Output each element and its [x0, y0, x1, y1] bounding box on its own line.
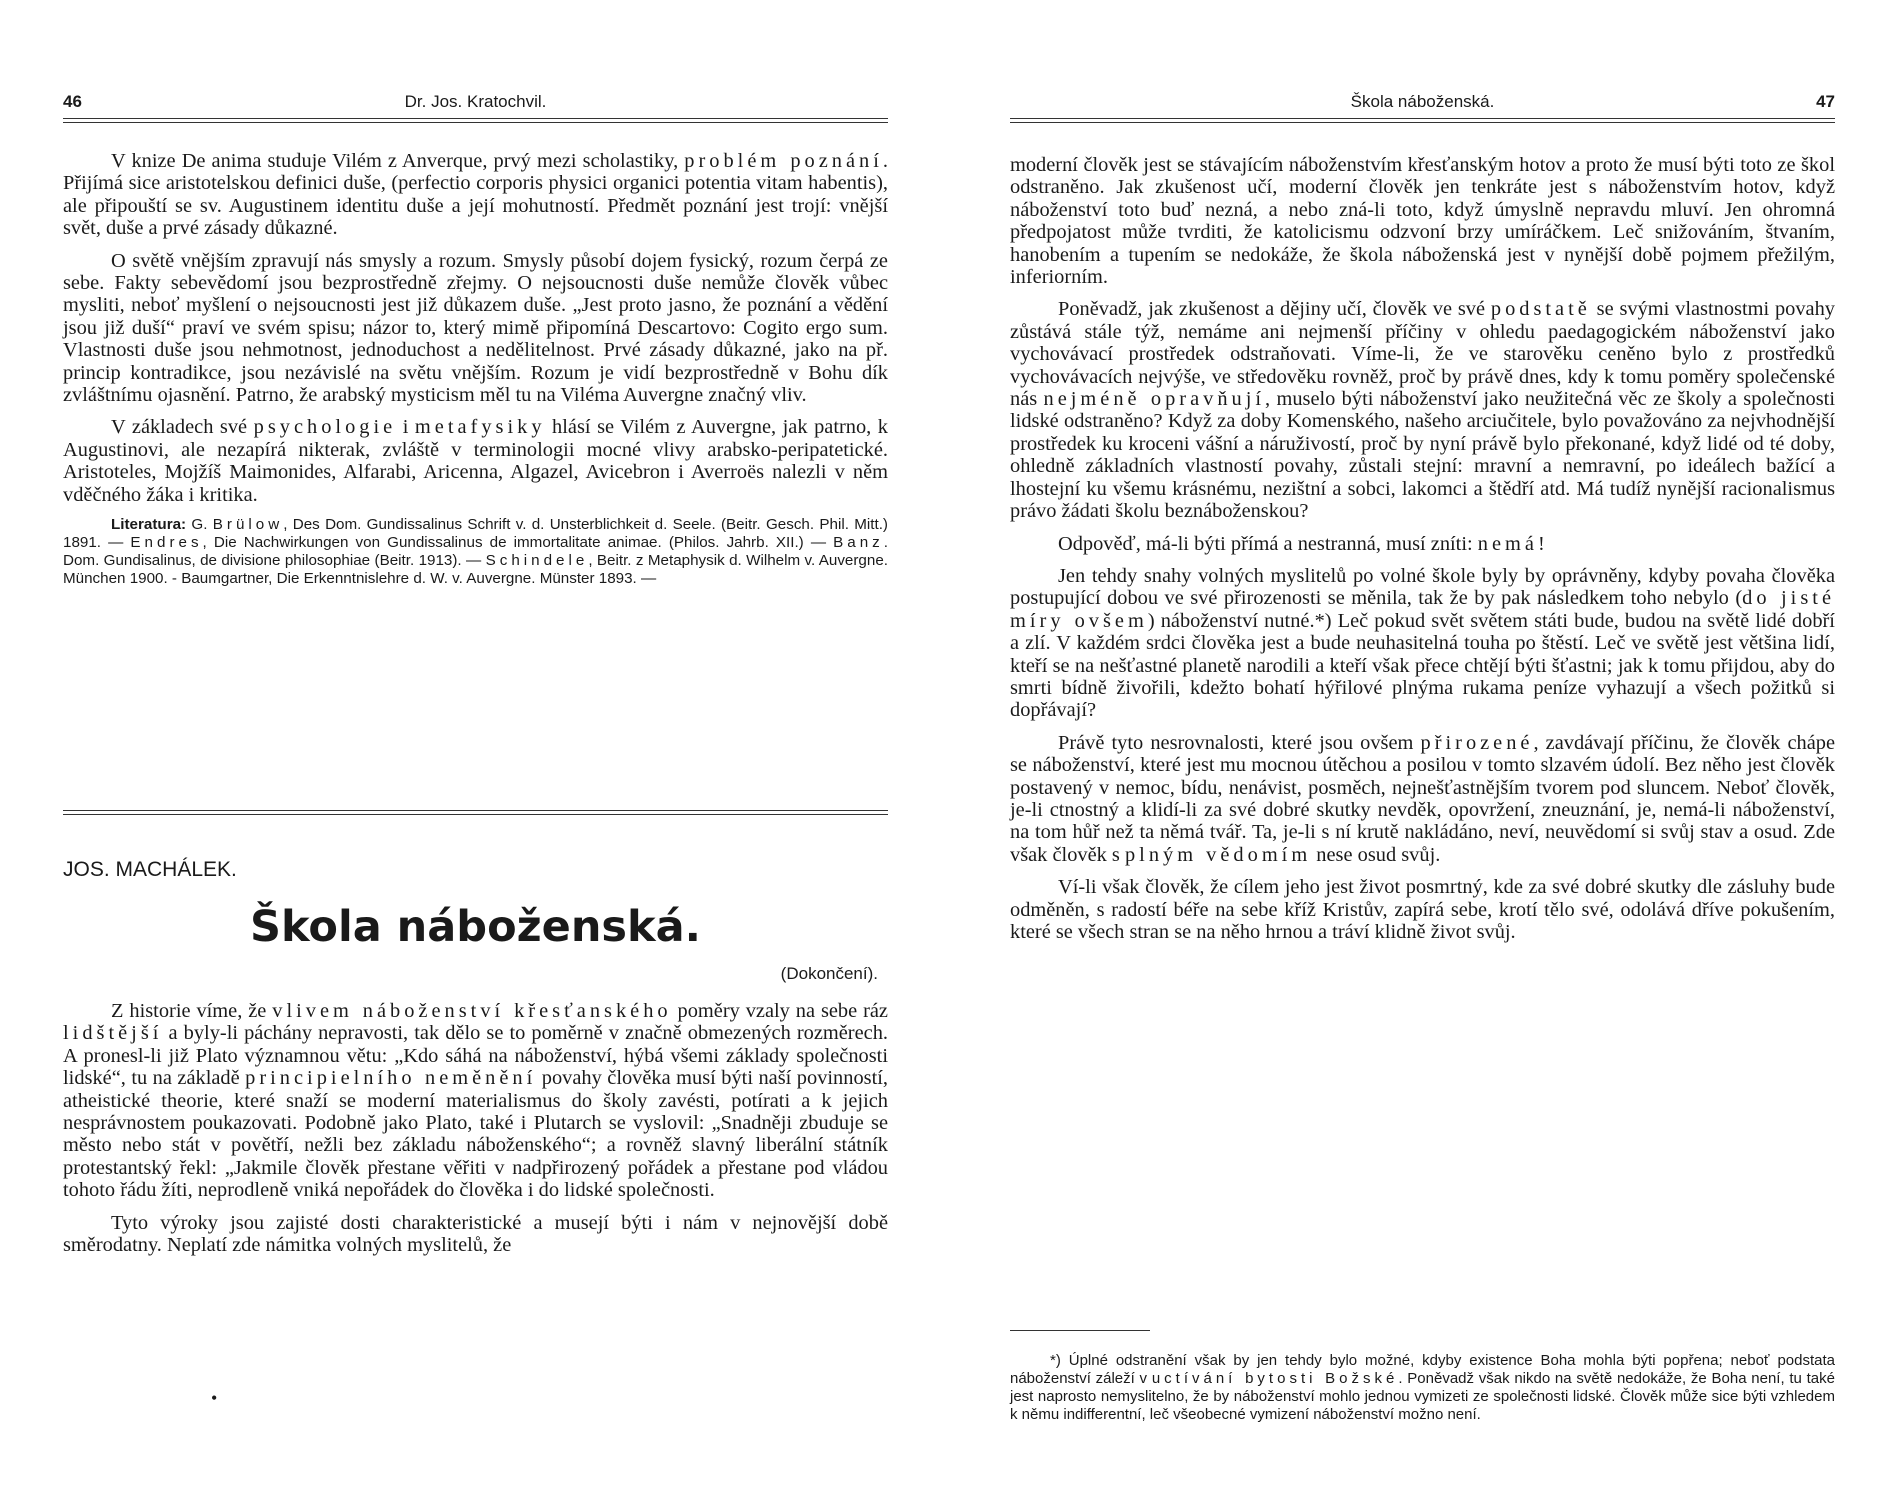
left-page [63, 0, 888, 1500]
left-article-text [63, 1000, 888, 1266]
paragraph [1010, 533, 1835, 555]
paragraph [1010, 876, 1835, 943]
spaced-emphasis: Endres [130, 534, 203, 552]
text-run: ! [1537, 532, 1545, 555]
article-title: Škola náboženská. [250, 902, 701, 952]
spaced-emphasis: vlivem náboženství křesťanského [272, 1000, 672, 1022]
article-separator-rule [63, 810, 888, 815]
spaced-emphasis: Banz [833, 534, 884, 552]
spaced-emphasis: podstatě [1490, 298, 1591, 321]
spaced-emphasis: Schindele [485, 552, 589, 570]
text-run: povahy člověka musí býti naší povinností, atheistické theorie, které snaží se moderní materialismus do školy zavésti, potírati a k jejich nesprávnostem poukazovati. Podobně jako Plato, také i Plutarch se vyslovil: „Snadněji zbuduje se město nebo stát v povětří, nežli bez základu náboženského“; a rovněž slavný liberální státník protestantský řekl: „Jakmile člověk přestane věřiti v nadpřirozený pořádek a přestane pod vládou tohoto řádu žíti, neprodleně vniká nepořádek do člověka i do lidské společnosti. [63, 1067, 889, 1202]
continued-note: (Dokončení). [780, 964, 878, 983]
text-run: G. [186, 516, 213, 534]
text-run: Tyto výroky jsou zajisté dosti charakteristické a musejí býti i nám v nejnovější době směrodatny. Neplatí zde námitka volných myslitelů, že [63, 1211, 888, 1257]
footnote-rule [1010, 1330, 1150, 1331]
left-paragraphs [63, 150, 888, 506]
right-paragraphs [1010, 154, 1835, 943]
paragraph [63, 250, 888, 407]
text-run: *) Úplné odstranění však by jen tehdy bylo možné, kdyby existence Boha mohla býti popřena; neboť podstata náboženství záleží v [1010, 1352, 1835, 1387]
text-run: . Přijímá sice aristotelskou definici duše, (perfectio corporis physici organici potentia vitam habentis), ale připouští se sv. Augustinem identitu duše a její mohutností. Předmět poznání jest trojí: vnější svět, duše a prvé zásady důkazné. [63, 150, 888, 240]
text-run: Jen tehdy snahy volných myslitelů po volné škole byly by oprávněny, kdyby povaha člověka postupující dobou ve své přirozenosti se měnila, tak že by pak následkem toho nebylo ( [1010, 564, 1835, 610]
paragraph [1010, 732, 1835, 866]
spaced-emphasis: do jisté míry ovšem [1010, 587, 1835, 632]
text-run: , Die Nachwirkungen von Gundissalinus de immortalitate animae. (Philos. Jahrb. XII.) — [202, 534, 834, 552]
left-body-text [63, 150, 888, 598]
running-head-title: Škola náboženská. [1350, 92, 1495, 111]
text-run: i [396, 416, 415, 439]
spaced-emphasis: přirozené [1420, 731, 1534, 754]
right-page [1010, 0, 1835, 1500]
spaced-emphasis: metafysiky [414, 416, 546, 439]
text-run: nese osud svůj. [1311, 843, 1441, 866]
text-run: , Des Dom. Gundissalinus Schrift v. d. Unsterblichkeit d. Seele. (Beitr. Gesch. Phil. Mitt.) 1891. — [63, 516, 888, 552]
running-head-title: Dr. Jos. Kratochvil. [404, 92, 547, 111]
page-mark: • [211, 1388, 218, 1408]
text-run: hlásí se Vilém z Auvergne, jak patrno, k Augustinovi, ale nezapírá nikterak, zvláště v terminologii mocné vlivy arabsko-peripatetické. Aristoteles, Mojžíš Maimonides, Alfarabi, Aricenna, Algazel, Avicebron i Averroës nalezli v něm vděčného žáka i kritika. [63, 416, 888, 506]
header-rule [63, 118, 888, 123]
paragraph [1010, 565, 1835, 722]
paragraph [63, 1000, 888, 1202]
text-run: O světě vnějším zpravují nás smysly a rozum. Smysly působí dojem fysický, rozum čerpá ze sebe. Fakty sebevědomí jsou bezprostředně zřejmy. O nejsoucnosti duše nemůže člověk vůbec mysliti, neboť myšlení o nejsoucnosti jest již důkazem duše. „Jest proto jasno, že poznání a vědění jsou již duší“ praví ve svém spisu; názor to, který mimě připomíná Descartovo: Cogito ergo sum. Vlastnosti duše jsou nehmotnost, jednoduchost a nedělitelnost. Prvé zásady důkazné, jako na př. princip kontradikce, jsou nezávislé na světu vnějším. Rozum je vidí bezprostředně v Bohu dík zvláštnímu ojasnění. Patrno, že arabský mysticism měl tu na Viléma Auvergne značný vliv. [63, 249, 888, 407]
page-number: 47 [1816, 92, 1835, 111]
text-run: , muselo býti náboženství jako neužitečná věc ze školy a společnosti lidské odstraněno? Když za doby Komenského, našeho arciučitele, bylo považováno za nejvhodnější prostředek ku kroceni vášní a náruživostí, proč by nyní právě bylo překonané, když lidé od té doby, ohledně základních vlastností povahy, zůstali stejní: mravní a nemravní, po ideálech bažící a lhostejní ku všemu krásnému, nezištní a sobci, lakomci a štědří atd. Má tudíž nynější racionalismus právo žádati školu beznáboženskou? [1010, 388, 1836, 523]
text-run: poměry vzaly na sebe ráz [671, 1000, 888, 1022]
text-run: se svými vlastnostmi povahy zůstává stále týž, nemáme ani nejmenší příčiny v ohledu paedagogickém náboženství jako vychovávací prostředek odstraňovati. Víme-li, že ve starověku ceněno bylo z prostředků vychovávacích nejvýše, ve středověku rovněž, proč by právě dnes, kdy k tomu poměry společenské nás [1010, 298, 1835, 411]
text-run: Odpověď, má-li býti přímá a nestranná, musí zníti: [1058, 532, 1478, 555]
spaced-emphasis: nemá [1477, 532, 1538, 555]
text-run: Ví-li však člověk, že cílem jeho jest život posmrtný, kde za své dobré skutky dle zásluhy bude odměněn, s radostí béře na sebe kříž Kristův, zapírá sebe, krotí tělo své, odolává dříve pokušením, které se všech stran se na něho hrnou a tráví klidně život svůj. [1010, 876, 1835, 943]
spaced-emphasis: problém poznání [684, 150, 883, 172]
right-body-text [1010, 154, 1835, 953]
spaced-emphasis: lidštější [63, 1022, 163, 1045]
page-number: 46 [63, 92, 82, 111]
paragraph [63, 416, 888, 506]
literature-note [63, 516, 888, 588]
text-run: ) náboženství nutné.*) Leč pokud svět světem státi bude, budou na světě lidé dobří a zlí. V každém srdci člověka jest a bude neuhasitelná touha po štěstí. Leč ve světě jest většina lidí, kteří se na nešťastné planetě narodili a kteří však přece chtějí býti šťastni; jak k tomu přijdou, aby do smrti bídně živořili, kdežto bohatí hýřilové plnýma rukama peníze vyhazují a všech požitků si dopřávají? [1010, 609, 1835, 722]
footnote [1010, 1352, 1835, 1424]
spaced-emphasis: plným vědomím [1124, 843, 1312, 866]
paragraph [63, 1212, 888, 1257]
text-run: , zavdávají příčinu, že člověk chápe se náboženství, které jest mu mocnou útěchou a posilou v tomto slzavém údolí. Bez něho jest člověk postavený v nemoc, bídu, nenávist, posměch, nejnešťastnějším tvorem pod sluncem. Neboť člověk, je-li ctnostný a klidí-li za své dobré skutky nevděk, opovržení, zneuznání, je, nemá-li náboženství, na tom hůř než ta němá tvář. Ta, je-li s ní krutě nakládáno, neví, neuvědomí si svůj stav a osud. Zde však člověk s [1010, 731, 1835, 866]
spaced-emphasis: Brülow [212, 516, 284, 534]
text-run: . Poněvadž však nikdo na světě nedokáže, že Boha není, tu také jest naprosto nemyslitelno, že by náboženství mohlo jednou vymizeti ze společnosti lidské. Člověk může sice býti vzhledem k němu indifferentní, leč všeobecné vymizení náboženství možno není. [1010, 1370, 1835, 1423]
right-running-head [1010, 92, 1835, 116]
text-run: Poněvadž, jak zkušenost a dějiny učí, člověk ve své [1058, 298, 1491, 321]
text-run: Z historie víme, že [111, 1000, 273, 1022]
bold-label: Literatura: [111, 516, 187, 534]
text-run: a byly-li páchány nepravosti, tak dělo se to poměrně v značně obmezených rozměrech. A pronesl-li již Plato významnou větu: „Kdo sáhá na náboženství, hýbá všemi základy společnosti lidské“, tu na základě [63, 1022, 888, 1090]
text-run: Právě tyto nesrovnalosti, které jsou ovšem [1058, 731, 1421, 754]
article-paragraphs [63, 1000, 888, 1256]
spaced-emphasis: nejméně opravňují [1043, 388, 1266, 411]
header-rule [1010, 118, 1835, 123]
article-author: JOS. MACHÁLEK. [63, 858, 237, 881]
text-run: , Beitr. z Metaphysik d. Wilhelm v. Auvergne. München 1900. - Baumgartner, Die Erkenntnislehre d. W. v. Auvergne. Münster 1893. — [63, 552, 888, 588]
paragraph [1010, 298, 1835, 522]
text-run: V základech své [111, 416, 254, 439]
text-run: V knize De anima studuje Vilém z Anverque, prvý mezi scholastiky, [111, 150, 685, 172]
spaced-emphasis: principielního neměnění [245, 1067, 537, 1090]
spaced-emphasis: psychologie [253, 416, 397, 439]
left-running-head [63, 92, 888, 116]
spaced-emphasis: uctívání bytosti Božské [1151, 1370, 1399, 1387]
text-run: moderní člověk jest se stávajícím náboženstvím křesťanským hotov a proto že musí býti toto ze škol odstraněno. Jak zkušenost učí, moderní člověk jen tenkráte jest s náboženstvím hotov, když náboženství toto buď nezná, a nebo zná-li toto, když úmyslně nepravdu mluví. Jen ohromná předpojatost může tvrditi, že katolicismu odzvoní brzy umíráčkem. Leč snižováním, štvaním, hanobením a tupením se nedokáže, že škola náboženská jest v nynější době pojmem přežilým, inferiorním. [1010, 154, 1835, 289]
paragraph [1010, 154, 1835, 288]
text-run: . Dom. Gundisalinus, de divisione philosophiae (Beitr. 1913). — [63, 534, 888, 570]
paragraph [63, 150, 888, 240]
